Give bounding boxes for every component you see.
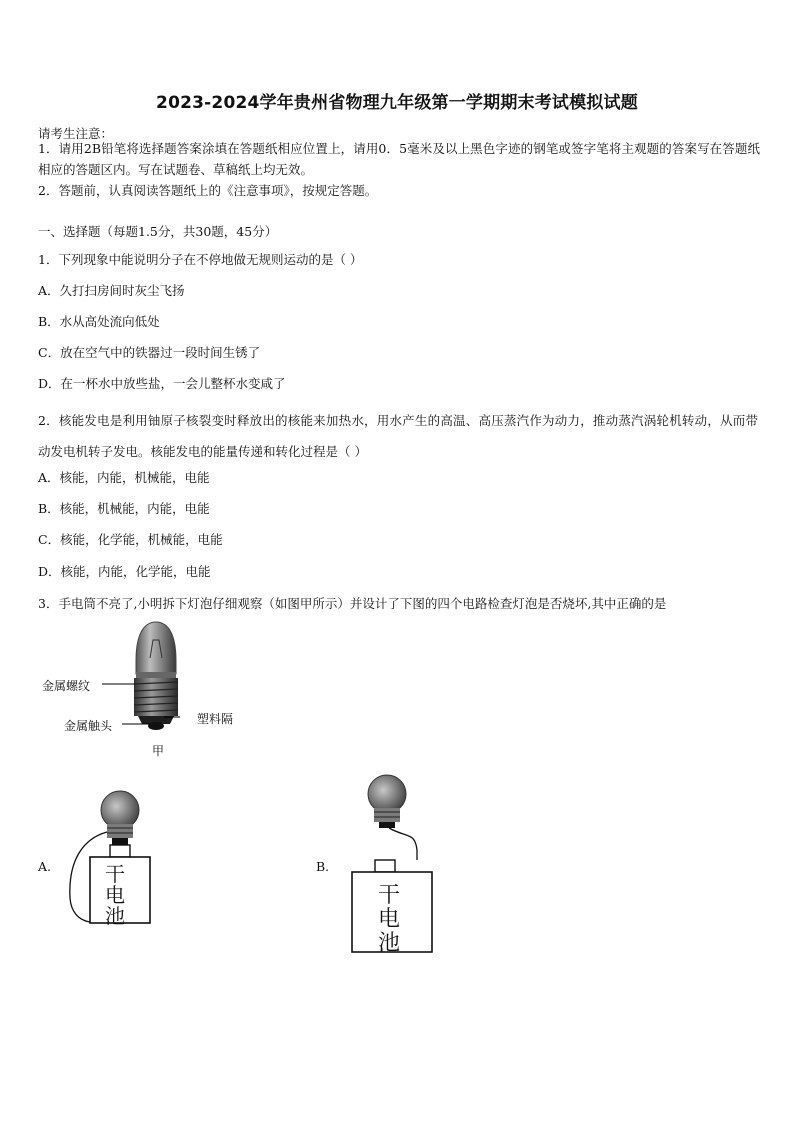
circuit-a-battery-char-2: 电 [105,883,125,907]
question-1-option-a: A．久打扫房间时灰尘飞扬 [38,283,185,298]
question-1-option-d: D．在一杯水中放些盐，一会儿整杯水变咸了 [38,376,286,391]
bulb-contact [148,722,164,730]
notice-item-1: 1．请用2B铅笔将选择题答案涂填在答题纸相应位置上，请用0．5毫米及以上黑色字迹的钢笔或签字笔将主观题的答案写在答题纸相应的答题区内。写在试题卷、草稿纸上均无效。 [38,141,760,177]
choice-a-letter: A. [38,859,52,874]
label-metal-thread: 金属螺纹 [42,679,91,693]
choice-b-letter: B. [316,859,330,874]
question-2-option-b: B．核能，机械能，内能，电能 [38,501,210,516]
circuit-b-wire [389,828,417,860]
question-1-option-c: C．放在空气中的铁器过一段时间生锈了 [38,345,261,360]
circuit-b-battery-char-3: 池 [378,931,401,956]
circuit-b-bulb [368,775,406,813]
question-3-stem: 3．手电筒不亮了,小明拆下灯泡仔细观察（如图甲所示）并设计了下图的四个电路检查灯泡是否烧坏,其中正确的是 [38,596,667,611]
label-metal-contact: 金属触头 [64,719,113,733]
question-2-stem: 2．核能发电是利用铀原子核裂变时释放出的核能来加热水，用水产生的高温、高压蒸汽作为动力，推动蒸汽涡轮机转动，从而带动发电机转子发电。核能发电的能量传递和转化过程是（ ） [38,413,758,459]
circuit-a-bulb [101,791,139,829]
circuit-b-battery-char-1: 干 [378,883,401,908]
question-2-option-d: D．核能，内能，化学能，电能 [38,564,211,579]
label-plastic-insulator: 塑料隔 [197,712,234,726]
figure-caption: 甲 [152,744,165,758]
notice-item-2: 2．答题前，认真阅读答题纸上的《注意事项》，按规定答题。 [38,183,378,198]
circuit-b-battery-char-2: 电 [378,907,401,932]
page-title: 2023-2024学年贵州省物理九年级第一学期期末考试模拟试题 [156,93,638,113]
circuit-a-battery-char-3: 池 [105,904,125,928]
question-2-option-a: A．核能，内能，机械能，电能 [38,470,210,485]
question-1-stem: 1．下列现象中能说明分子在不停地做无规则运动的是（ ） [38,252,363,267]
section-heading: 一、选择题（每题1.5分，共30题，45分） [38,224,278,239]
notice-heading: 请考生注意： [38,126,114,141]
question-2-option-c: C．核能，化学能，机械能，电能 [38,532,223,547]
bulb-glass [136,622,176,674]
question-1-option-b: B．水从高处流向低处 [38,314,160,329]
circuit-a-battery-char-1: 干 [105,862,125,886]
